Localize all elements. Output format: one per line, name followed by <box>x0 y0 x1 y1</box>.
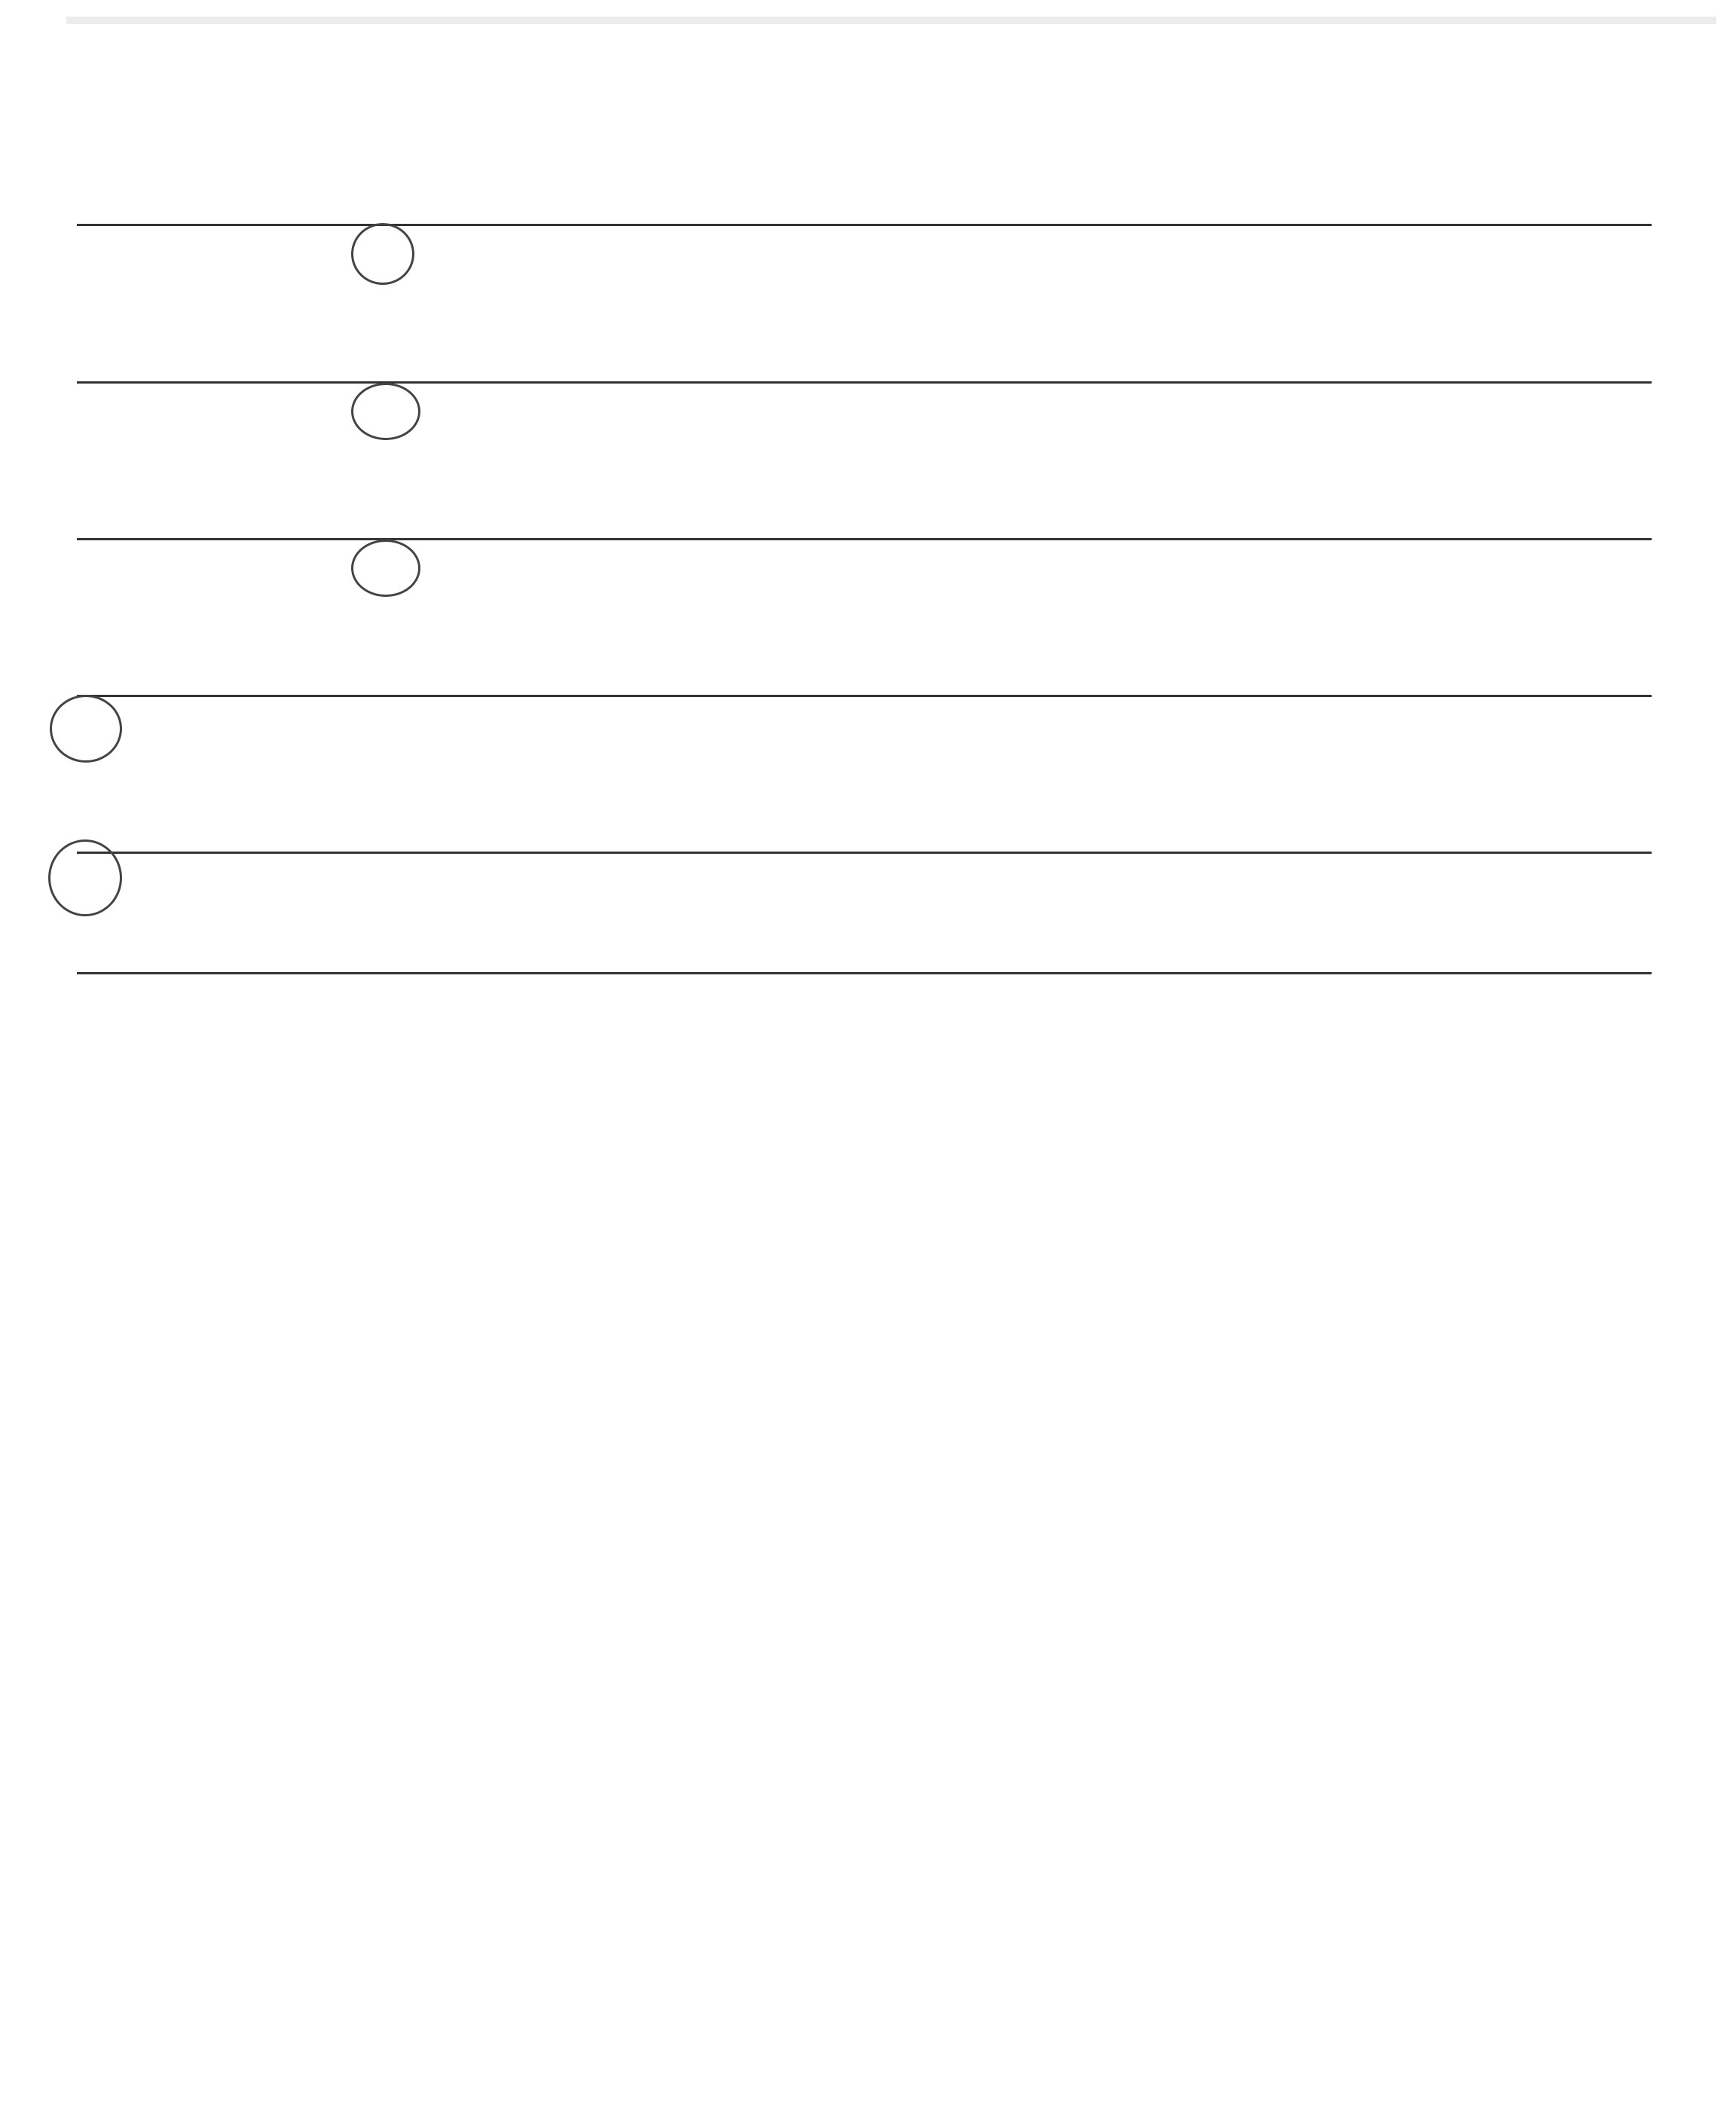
question-5-rule <box>77 852 1652 854</box>
q5-selection-circle <box>48 839 122 916</box>
question-3-rule <box>77 538 1652 540</box>
question-4-rule <box>77 695 1652 697</box>
q3-selection-circle <box>351 540 420 597</box>
question-2-rule <box>77 381 1652 384</box>
question-6-rule <box>77 972 1652 974</box>
q2-selection-circle <box>351 383 420 440</box>
q4-selection-circle <box>50 695 122 763</box>
question-1-rule <box>77 224 1652 226</box>
q1-selection-circle <box>351 223 414 285</box>
scan-top-edge <box>66 17 1716 24</box>
